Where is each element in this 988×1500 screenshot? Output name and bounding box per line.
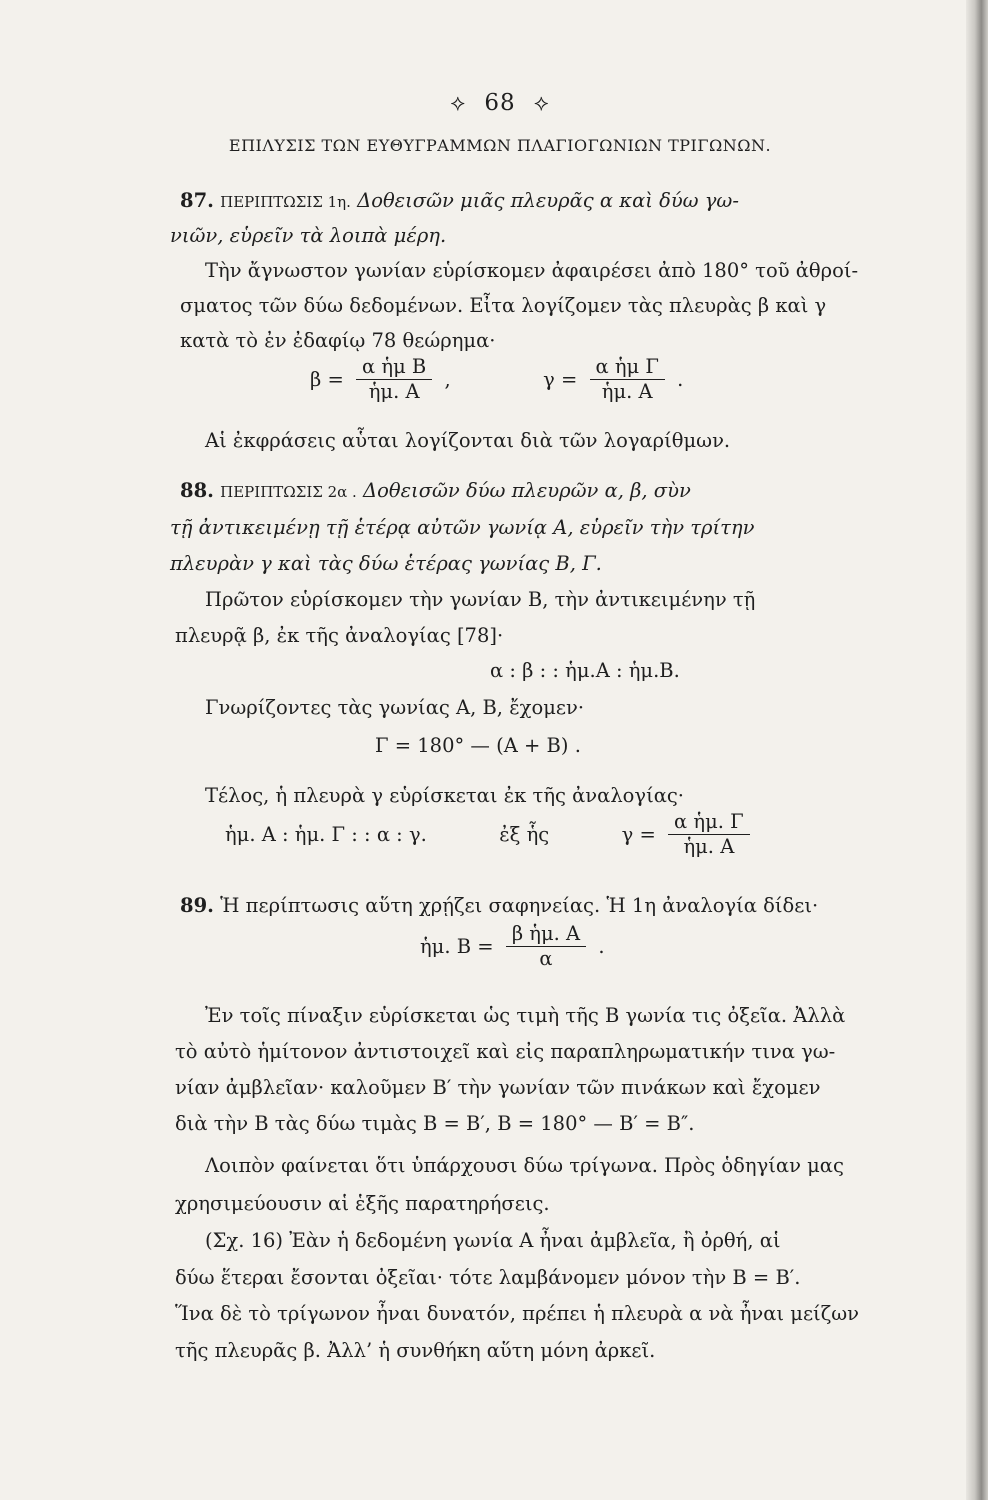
s88-from: ἐξ ἧς bbox=[499, 823, 550, 846]
s89-denominator: α bbox=[539, 947, 553, 970]
f1-fraction bbox=[356, 355, 432, 404]
s88-line-3: Γνωρίζοντες τὰς γωνίας Α, Β, ἔχομεν· bbox=[205, 696, 585, 719]
s88-equation: Γ = 180° — (Α + Β) . bbox=[375, 734, 581, 757]
s89-f-lhs: ἡμ. Β = bbox=[420, 935, 494, 958]
s88-line-4: Τέλος, ἡ πλευρὰ γ εὑρίσκεται ἐκ τῆς ἀναλογίας· bbox=[205, 784, 685, 807]
f2-end: . bbox=[677, 368, 684, 391]
book-page bbox=[150, 80, 860, 1460]
ornament-right-icon: ⟡ bbox=[533, 91, 550, 116]
f2-fraction bbox=[590, 355, 665, 404]
s89-f-end: . bbox=[598, 935, 605, 958]
s89-line-4: νίαν ἀμβλεῖαν· καλοῦμεν Β′ τὴν γωνίαν τῶν πινάκων καὶ ἔχομεν bbox=[175, 1076, 821, 1099]
s88-number: 88. bbox=[180, 479, 214, 502]
f1-denominator: ἡμ. Α bbox=[368, 380, 420, 403]
s89-line-11: τῆς πλευρᾶς β. Ἀλλ’ ἡ συνθήκη αὕτη μόνη ἀρκεῖ. bbox=[175, 1339, 656, 1362]
s88-formula-row bbox=[225, 810, 756, 859]
f1-numerator: α ἡμ Β bbox=[356, 355, 432, 380]
f2-numerator: α ἡμ Γ bbox=[590, 355, 665, 380]
s87-number: 87. bbox=[180, 189, 214, 212]
s89-line-2: Ἐν τοῖς πίναξιν εὑρίσκεται ὡς τιμὴ τῆς Β γωνία τις ὀξεῖα. Ἀλλὰ bbox=[205, 1004, 846, 1027]
s87-title-a: Δοθεισῶν μιᾶς πλευρᾶς α καὶ δύω γω- bbox=[357, 189, 739, 212]
s87-heading bbox=[180, 185, 850, 218]
s87-title-b: νιῶν, εὑρεῖν τὰ λοιπὰ μέρη. bbox=[170, 224, 447, 247]
s88-title-c: πλευρὰν γ καὶ τὰς δύω ἑτέρας γωνίας Β, Γ. bbox=[170, 552, 602, 575]
f2-denominator: ἡμ. Α bbox=[601, 380, 653, 403]
s88-numerator: α ἡμ. Γ bbox=[668, 810, 750, 835]
s88-title-a: Δοθεισῶν δύω πλευρῶν α, β, σὺν bbox=[363, 479, 691, 502]
ornament-left-icon: ⟡ bbox=[450, 91, 467, 116]
s89-line-10: Ἵνα δὲ τὸ τρίγωνον ἦναι δυνατόν, πρέπει ἡ πλευρὰ α νὰ ἦναι μείζων bbox=[175, 1302, 860, 1325]
s89-line-6: Λοιπὸν φαίνεται ὅτι ὑπάρχουσι δύω τρίγωνα. Πρὸς ὁδηγίαν μας bbox=[205, 1154, 844, 1177]
s87-line-3: κατὰ τὸ ἐν ἐδαφίῳ 78 θεώρημα· bbox=[180, 329, 496, 352]
s88-proportion-2: ἡμ. Α : ἡμ. Γ : : α : γ. bbox=[225, 823, 427, 846]
s89-heading bbox=[180, 890, 850, 922]
page-header bbox=[150, 90, 850, 116]
s88-label: ΠΕΡΙΠΤΩΣΙΣ 2α . bbox=[220, 483, 357, 501]
f2-lhs: γ = bbox=[543, 368, 578, 391]
s88-fraction bbox=[668, 810, 750, 859]
chapter-title: ΕΠΙΛΥΣΙΣ ΤΩΝ ΕΥΘΥΓΡΑΜΜΩΝ ΠΛΑΓΙΟΓΩΝΙΩΝ ΤΡΙΓΩΝΩΝ. bbox=[228, 136, 772, 155]
s89-line-5: διὰ τὴν Β τὰς δύω τιμὰς Β = Β′, Β = 180° — Β′ = Β″. bbox=[175, 1112, 695, 1135]
s88-line-1: Πρῶτον εὑρίσκομεν τὴν γωνίαν Β, τὴν ἀντικειμένην τῇ bbox=[205, 588, 756, 611]
s89-line-3: τὸ αὐτὸ ἡμίτονον ἀντιστοιχεῖ καὶ εἰς παραπληρωματικήν τινα γω- bbox=[175, 1040, 836, 1063]
s88-heading bbox=[180, 475, 850, 508]
s89-line-8: (Σχ. 16) Ἐὰν ἡ δεδομένη γωνία Α ἦναι ἀμβλεῖα, ἢ ὀρθή, αἱ bbox=[205, 1229, 781, 1252]
s89-numerator: β ἡμ. Α bbox=[506, 922, 586, 947]
f1-separator: , bbox=[444, 368, 451, 391]
s89-fraction bbox=[506, 922, 586, 971]
s88-denominator: ἡμ. Α bbox=[683, 835, 735, 858]
s87-line-4: Αἱ ἐκφράσεις αὗται λογίζονται διὰ τῶν λογαρίθμων. bbox=[205, 429, 731, 452]
page-number: 68 bbox=[484, 90, 516, 116]
s88-line-2: πλευρᾷ β, ἐκ τῆς ἀναλογίας [78]· bbox=[175, 624, 504, 647]
s89-number: 89. bbox=[180, 894, 214, 917]
s87-line-1: Τὴν ἄγνωστον γωνίαν εὑρίσκομεν ἀφαιρέσει ἀπὸ 180° τοῦ ἀθροί- bbox=[205, 259, 859, 282]
s88-f-lhs: γ = bbox=[621, 823, 656, 846]
s89-formula bbox=[420, 922, 605, 971]
f1-lhs: β = bbox=[310, 368, 344, 391]
s89-line-7: χρησιμεύουσιν αἱ ἑξῆς παρατηρήσεις. bbox=[175, 1192, 550, 1215]
s89-line-1: Ἡ περίπτωσις αὕτη χρῄζει σαφηνείας. Ἡ 1η ἀναλογία δίδει· bbox=[220, 894, 819, 917]
s87-line-2: σματος τῶν δύω δεδομένων. Εἶτα λογίζομεν τὰς πλευρὰς β καὶ γ bbox=[180, 294, 827, 317]
s87-label: ΠΕΡΙΠΤΩΣΙΣ 1η. bbox=[220, 193, 351, 211]
s88-title-b: τῇ ἀντικειμένῃ τῇ ἑτέρᾳ αὐτῶν γωνίᾳ Α, εὑρεῖν τὴν τρίτην bbox=[170, 516, 755, 539]
s89-line-9: δύω ἕτεραι ἔσονται ὀξεῖαι· τότε λαμβάνομεν μόνον τὴν Β = Β′. bbox=[175, 1266, 801, 1289]
s87-formulas bbox=[310, 355, 683, 404]
s88-proportion: α : β : : ἡμ.Α : ἡμ.Β. bbox=[490, 659, 680, 682]
